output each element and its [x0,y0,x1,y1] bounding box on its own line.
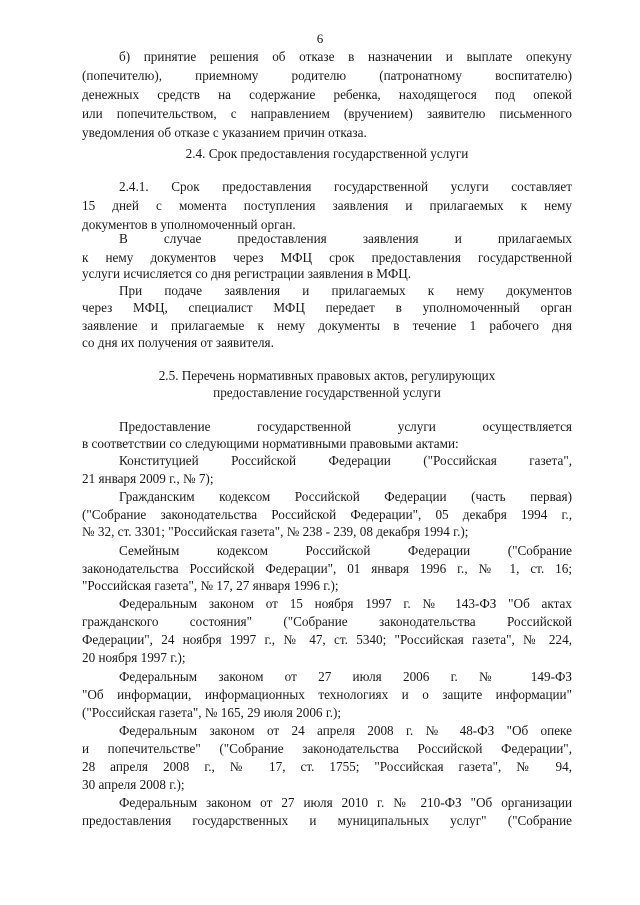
paragraph-line: 30 апреля 2008 г.); [82,777,185,792]
paragraph-line: "Об информации, информационных технологиях и о защите информации" [82,687,572,702]
section-heading-2-5: 2.5. Перечень нормативных правовых актов, регулирующих [158,368,496,383]
paragraph-line: 28 апреля 2008 г., № 17, ст. 1755; "Российская газета", № 94, [82,759,572,774]
paragraph-line: 15 дней с момента поступления заявления и прилагаемых к нему [82,198,572,213]
paragraph-line: законодательства Российской Федерации", 01 января 1996 г., № 1, ст. 16; [82,561,572,576]
paragraph-line: ("Российская газета", № 165, 29 июля 2006 г.); [82,705,342,720]
paragraph-line: в соответствии со следующими нормативными правовыми актами: [82,436,459,451]
paragraph-line: заявление и прилагаемые к нему документы в течение 1 рабочего дня [82,318,572,333]
paragraph-line: "Российская газета", № 17, 27 января 1996 г.); [82,578,339,593]
paragraph-line: (попечителю), приемному родителю (патронатному воспитателю) [82,68,572,83]
paragraph-line: Гражданским кодексом Российской Федерации (часть первая) [119,489,572,504]
paragraph-line: денежных средств на содержание ребенка, находящегося под опекой [82,87,572,102]
paragraph-line: гражданского состояния" ("Собрание законодательства Российской [82,614,572,629]
paragraph-line: услуги исчисляется со дня регистрации заявления в МФЦ. [82,266,412,281]
paragraph-line: документов в уполномоченный орган. [82,217,296,232]
paragraph-line: к нему документов через МФЦ срок предоставления государственной [82,250,572,265]
page-number: 6 [316,31,324,46]
paragraph-line: При подаче заявления и прилагаемых к нему документов [119,283,572,298]
paragraph-line: и попечительстве" ("Собрание законодательства Российской Федерации", [82,741,572,756]
paragraph-line: Федеральным законом от 15 ноября 1997 г. № 143-ФЗ "Об актах [119,596,572,611]
paragraph-line: предоставления государственных и муниципальных услуг" ("Собрание [82,813,572,828]
paragraph-line: Предоставление государственной услуги осуществляется [119,419,572,434]
section-heading-2-5-continued: предоставление государственной услуги [213,385,441,400]
paragraph-line: ("Собрание законодательства Российской Федерации", 05 декабря 1994 г., [82,507,572,522]
paragraph-line: или попечительством, с направлением (вручением) заявителю письменного [82,106,572,121]
paragraph-line: Федерации", 24 ноября 1997 г., № 47, ст. 5340; "Российская газета", № 224, [82,632,572,647]
paragraph-line: через МФЦ, специалист МФЦ передает в уполномоченный орган [82,300,572,315]
paragraph-line: Федеральным законом от 27 июля 2006 г. № 149-ФЗ [119,669,572,684]
paragraph-line: Федеральным законом от 27 июля 2010 г. № 210-ФЗ "Об организации [119,795,572,810]
paragraph-line: Федеральным законом от 24 апреля 2008 г. № 48-ФЗ "Об опеке [119,723,572,738]
paragraph-line: В случае предоставления заявления и прилагаемых [119,231,572,246]
paragraph-line: 20 ноября 1997 г.); [82,650,186,665]
paragraph-line: № 32, ст. 3301; "Российская газета", № 238 - 239, 08 декабря 1994 г.); [82,524,469,539]
paragraph-line: 2.4.1. Срок предоставления государственной услуги составляет [119,179,572,194]
paragraph-line: уведомления об отказе с указанием причин отказа. [82,125,367,140]
section-heading-2-4: 2.4. Срок предоставления государственной услуги [185,146,469,161]
paragraph-line: б) принятие решения об отказе в назначении и выплате опекуну [119,49,572,64]
paragraph-line: 21 января 2009 г., № 7); [82,471,214,486]
paragraph-line: Семейным кодексом Российской Федерации ("Собрание [119,543,572,558]
paragraph-line: Конституцией Российской Федерации ("Российская газета", [119,453,572,468]
paragraph-line: со дня их получения от заявителя. [82,335,274,350]
